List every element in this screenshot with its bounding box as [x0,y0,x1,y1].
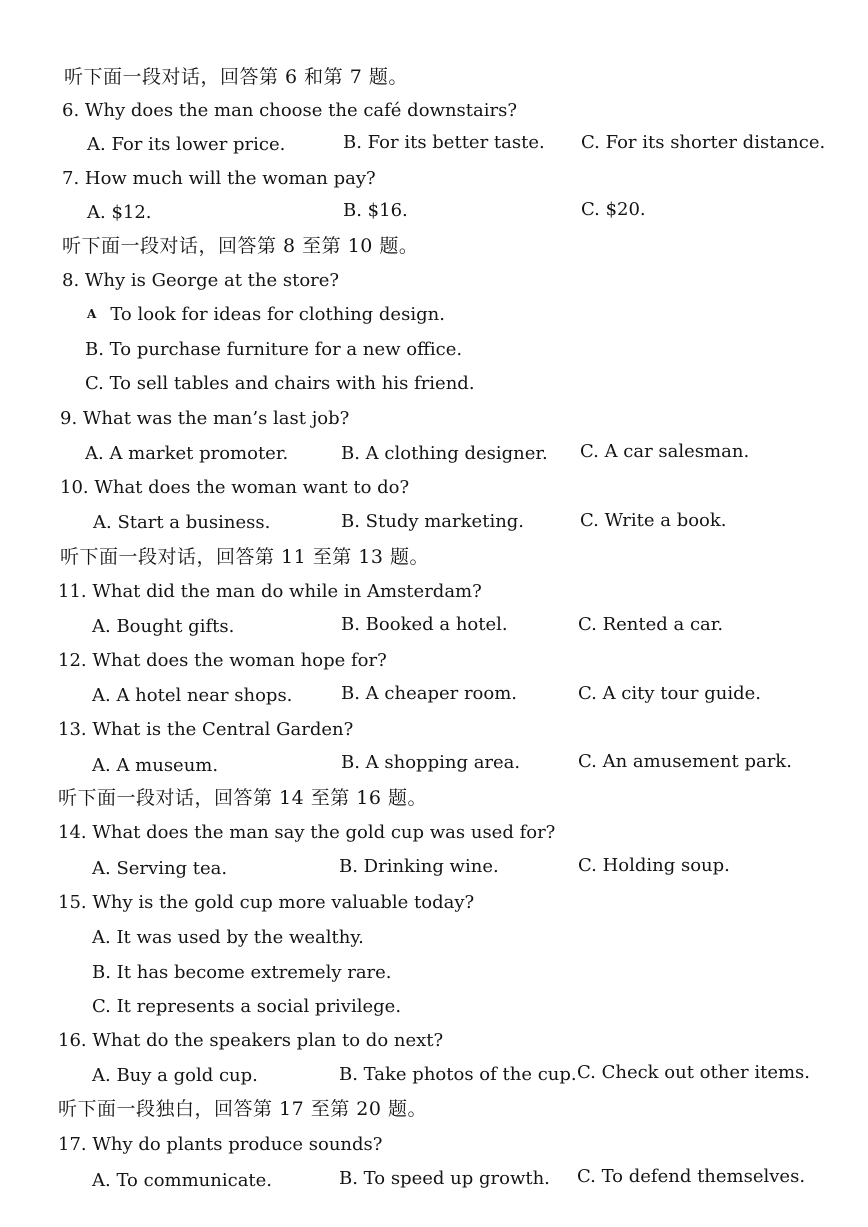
question-15: 15. Why is the gold cup more valuable today? [58,892,475,913]
question-7: 7. How much will the woman pay? [62,168,376,189]
question-11: 11. What did the man do while in Amsterdam? [58,581,482,602]
section-heading-17-20: 听下面一段独白，回答第 17 至第 20 题。 [58,1098,428,1120]
question-17: 17. Why do plants produce sounds? [58,1134,383,1155]
question-17-option-a: A. To communicate. [92,1170,273,1191]
question-13: 13. What is the Central Garden? [58,719,354,740]
question-13-option-c: C. An amusement park. [578,751,792,772]
question-6-option-c: C. For its shorter distance. [581,132,826,153]
question-17-option-c: C. To defend themselves. [577,1166,806,1187]
question-16-option-c: C. Check out other items. [577,1062,810,1083]
question-6: 6. Why does the man choose the café downstairs? [62,100,517,121]
question-12: 12. What does the woman hope for? [58,650,387,671]
question-8-option-a-letter: A [87,307,97,321]
question-9: 9. What was the man’s last job? [60,408,350,429]
question-17-option-b: B. To speed up growth. [339,1168,550,1189]
question-15-option-a: A. It was used by the wealthy. [92,927,364,948]
question-6-option-a: A. For its lower price. [87,134,286,155]
question-10-option-b: B. Study marketing. [341,511,525,532]
question-10-option-a: A. Start a business. [93,512,271,533]
question-11-option-b: B. Booked a hotel. [341,614,508,635]
question-7-option-b: B. $16. [343,200,408,221]
question-7-option-a: A. $12. [87,202,152,223]
question-14-option-c: C. Holding soup. [578,855,730,876]
question-10: 10. What does the woman want to do? [60,477,410,498]
question-15-option-c: C. It represents a social privilege. [92,996,402,1017]
question-8: 8. Why is George at the store? [62,270,340,291]
question-8-option-b: B. To purchase furniture for a new office. [85,339,463,360]
question-8-option-c: C. To sell tables and chairs with his friend. [85,373,475,394]
section-heading-6-7: 听下面一段对话，回答第 6 和第 7 题。 [64,66,408,88]
question-11-option-a: A. Bought gifts. [92,616,235,637]
section-heading-11-13: 听下面一段对话，回答第 11 至第 13 题。 [60,546,430,568]
question-14-option-a: A. Serving tea. [92,858,228,879]
section-heading-8-10: 听下面一段对话，回答第 8 至第 10 题。 [62,235,419,257]
question-12-option-a: A. A hotel near shops. [92,685,293,706]
question-9-option-c: C. A car salesman. [580,441,750,462]
question-6-option-b: B. For its better taste. [343,132,545,153]
question-11-option-c: C. Rented a car. [578,614,724,635]
question-9-option-b: B. A clothing designer. [341,443,548,464]
question-14: 14. What does the man say the gold cup was used for? [58,822,556,843]
question-8-option-a [87,304,445,327]
section-heading-14-16: 听下面一段对话，回答第 14 至第 16 题。 [58,787,428,809]
question-14-option-b: B. Drinking wine. [339,856,499,877]
question-16-option-b: B. Take photos of the cup. [339,1064,577,1085]
question-13-option-a: A. A museum. [92,755,219,776]
question-12-option-b: B. A cheaper room. [341,683,518,704]
question-13-option-b: B. A shopping area. [341,752,521,773]
question-16: 16. What do the speakers plan to do next? [58,1030,444,1051]
question-12-option-c: C. A city tour guide. [578,683,762,704]
question-9-option-a: A. A market promoter. [85,443,289,464]
question-7-option-c: C. $20. [581,199,646,220]
question-10-option-c: C. Write a book. [580,510,727,531]
question-8-option-a-text: To look for ideas for clothing design. [110,304,445,325]
question-16-option-a: A. Buy a gold cup. [92,1065,258,1086]
question-15-option-b: B. It has become extremely rare. [92,962,392,983]
